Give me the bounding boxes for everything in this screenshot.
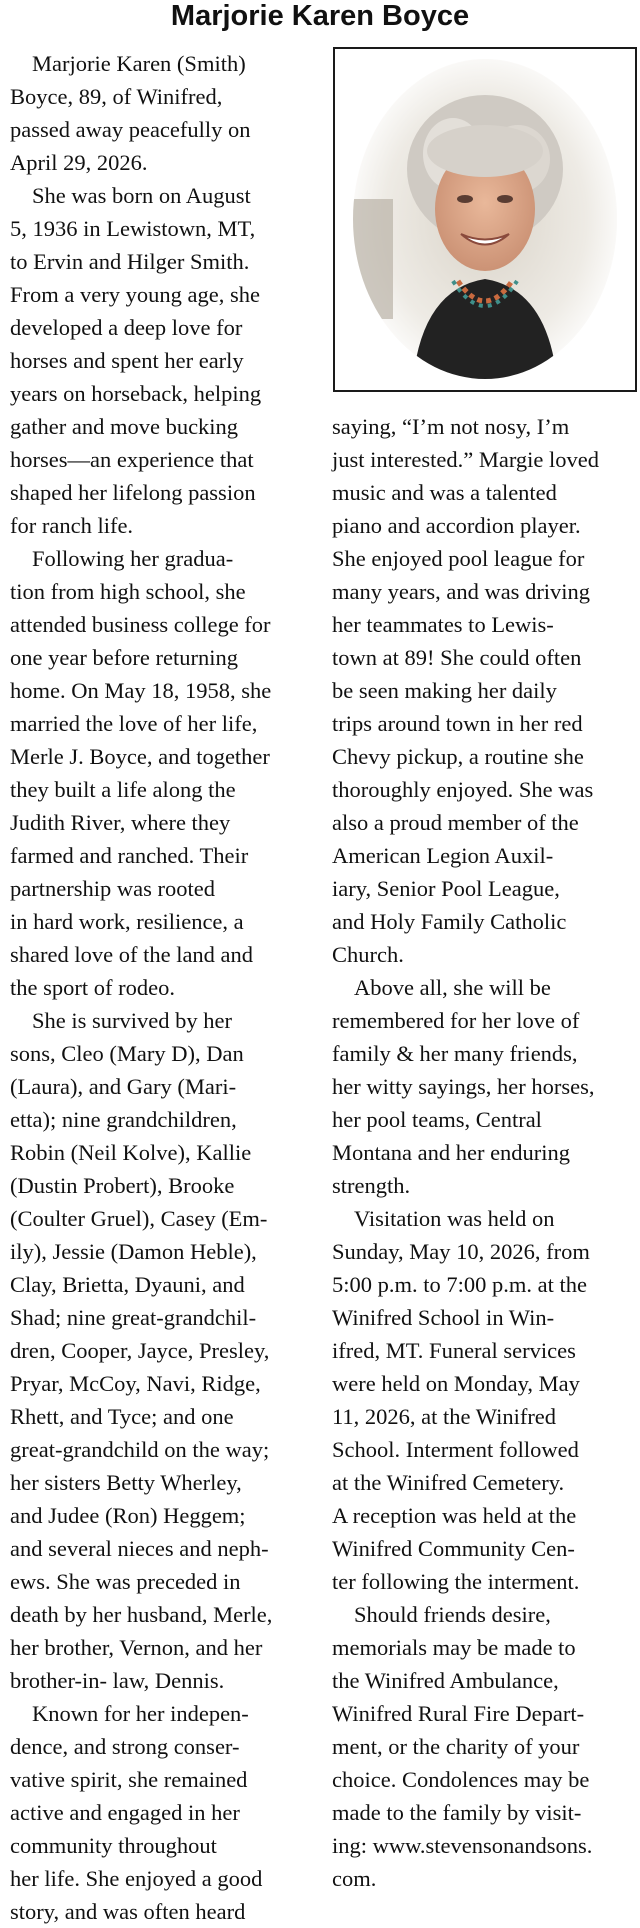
text-line: gather and move bucking [10, 414, 239, 439]
text-line: sons, Cleo (Mary D), Dan [10, 1041, 244, 1066]
text-line: Above all, she will be [354, 975, 551, 1000]
text-line: the sport of rodeo. [10, 975, 175, 1000]
text-line: Visitation was held on [354, 1206, 555, 1231]
text-line: in hard work, resilience, a [10, 909, 244, 934]
text-line: and several nieces and neph- [10, 1536, 269, 1561]
text-line: Chevy pickup, a routine she [332, 744, 584, 769]
text-line: horses and spent her early [10, 348, 244, 373]
text-line: her witty sayings, her horses, [332, 1074, 595, 1099]
text-line: (Dustin Probert), Brooke [10, 1173, 235, 1198]
text-line: Sunday, May 10, 2026, from [332, 1239, 590, 1264]
text-line: ment, or the charity of your [332, 1734, 580, 1759]
text-line: Rhett, and Tyce; and one [10, 1404, 234, 1429]
text-line: Marjorie Karen (Smith) [32, 51, 246, 76]
text-line: at the Winifred Cemetery. [332, 1470, 565, 1495]
text-line: ifred, MT. Funeral services [332, 1338, 576, 1363]
text-line: and Judee (Ron) Heggem; [10, 1503, 246, 1528]
text-line: She was born on August [32, 183, 251, 208]
text-line: etta); nine grandchildren, [10, 1107, 237, 1132]
text-line: ing: www.stevensonandsons. [332, 1833, 593, 1858]
text-line: (Coulter Gruel), Casey (Em- [10, 1206, 268, 1231]
text-line: Winifred Community Cen- [332, 1536, 575, 1561]
portrait-photo [353, 59, 617, 379]
text-line: active and engaged in her [10, 1800, 240, 1825]
left-text-column [10, 47, 316, 1928]
text-line: 5:00 p.m. to 7:00 p.m. at the [332, 1272, 587, 1297]
text-line: Known for her indepen- [32, 1701, 249, 1726]
text-line: brother-in- law, Dennis. [10, 1668, 225, 1693]
text-line: vative spirit, she remained [10, 1767, 248, 1792]
text-line: She enjoyed pool league for [332, 546, 585, 571]
text-line: Following her gradua- [32, 546, 234, 571]
text-line: A reception was held at the [332, 1503, 577, 1528]
text-line: She is survived by her [32, 1008, 232, 1033]
text-line: her pool teams, Central [332, 1107, 542, 1132]
text-line: farmed and ranched. Their [10, 843, 249, 868]
text-line: ews. She was preceded in [10, 1569, 241, 1594]
text-line: shared love of the land and [10, 942, 254, 967]
text-line: dren, Cooper, Jayce, Presley, [10, 1338, 270, 1363]
text-line: memorials may be made to [332, 1635, 576, 1660]
text-line: thoroughly enjoyed. She was [332, 777, 594, 802]
text-line: also a proud member of the [332, 810, 579, 835]
text-line: 5, 1936 in Lewistown, MT, [10, 216, 256, 241]
text-line: tion from high school, she [10, 579, 246, 604]
text-line: home. On May 18, 1958, she [10, 678, 272, 703]
text-line: Winifred School in Win- [332, 1305, 555, 1330]
text-line: to Ervin and Hilger Smith. [10, 249, 250, 274]
text-line: and Holy Family Catholic [332, 909, 567, 934]
text-line: horses—an experience that [10, 447, 254, 472]
text-line: they built a life along the [10, 777, 236, 802]
text-line: made to the family by visit- [332, 1800, 582, 1825]
text-line: married the love of her life, [10, 711, 258, 736]
text-line: just interested.” Margie loved [332, 447, 600, 472]
text-line: one year before returning [10, 645, 239, 670]
text-line: great-grandchild on the way; [10, 1437, 270, 1462]
text-line: choice. Condolences may be [332, 1767, 590, 1792]
text-line: developed a deep love for [10, 315, 243, 340]
text-line: were held on Monday, May [332, 1371, 580, 1396]
right-text-column [332, 410, 632, 1895]
text-line: Montana and her enduring [332, 1140, 571, 1165]
text-line: Pryar, McCoy, Navi, Ridge, [10, 1371, 261, 1396]
text-line: many years, and was driving [332, 579, 591, 604]
text-line: saying, “I’m not nosy, I’m [332, 414, 570, 439]
text-line: for ranch life. [10, 513, 134, 538]
text-line: Church. [332, 942, 404, 967]
text-line: ter following the interment. [332, 1569, 580, 1594]
text-line: School. Interment followed [332, 1437, 579, 1462]
text-line: Merle J. Boyce, and together [10, 744, 270, 769]
text-line: dence, and strong conser- [10, 1734, 240, 1759]
text-line: music and was a talented [332, 480, 557, 505]
text-line: partnership was rooted [10, 876, 215, 901]
text-line: the Winifred Ambulance, [332, 1668, 559, 1693]
text-line: Winifred Rural Fire Depart- [332, 1701, 585, 1726]
text-line: piano and accordion player. [332, 513, 581, 538]
text-line: com. [332, 1866, 377, 1891]
text-line: 11, 2026, at the Winifred [332, 1404, 557, 1429]
text-line: shaped her lifelong passion [10, 480, 256, 505]
text-line: passed away peacefully on [10, 117, 251, 142]
text-line: ily), Jessie (Damon Heble), [10, 1239, 257, 1264]
text-line: her teammates to Lewis- [332, 612, 554, 637]
portrait-frame [333, 47, 637, 392]
text-line: Judith River, where they [10, 810, 231, 835]
text-line: her sisters Betty Wherley, [10, 1470, 242, 1495]
text-line: trips around town in her red [332, 711, 583, 736]
text-line: death by her husband, Merle, [10, 1602, 273, 1627]
text-line: Should friends desire, [354, 1602, 551, 1627]
text-line: town at 89! She could often [332, 645, 582, 670]
text-line: Robin (Neil Kolve), Kallie [10, 1140, 252, 1165]
obituary-title: Marjorie Karen Boyce [170, 0, 470, 32]
text-line: iary, Senior Pool League, [332, 876, 560, 901]
text-line: From a very young age, she [10, 282, 260, 307]
text-line: American Legion Auxil- [332, 843, 554, 868]
portrait-illustration [353, 59, 617, 379]
text-line: April 29, 2026. [10, 150, 148, 175]
text-line: story, and was often heard [10, 1899, 246, 1924]
text-line: remembered for her love of [332, 1008, 580, 1033]
text-line: her brother, Vernon, and her [10, 1635, 263, 1660]
text-line: attended business college for [10, 612, 271, 637]
text-line: years on horseback, helping [10, 381, 262, 406]
text-line: Clay, Brietta, Dyauni, and [10, 1272, 245, 1297]
text-line: Boyce, 89, of Winifred, [10, 84, 223, 109]
text-line: strength. [332, 1173, 411, 1198]
text-line: family & her many friends, [332, 1041, 578, 1066]
text-line: (Laura), and Gary (Mari- [10, 1074, 237, 1099]
text-line: Shad; nine great-grandchil- [10, 1305, 257, 1330]
text-line: her life. She enjoyed a good [10, 1866, 263, 1891]
text-line: be seen making her daily [332, 678, 557, 703]
text-line: community throughout [10, 1833, 217, 1858]
